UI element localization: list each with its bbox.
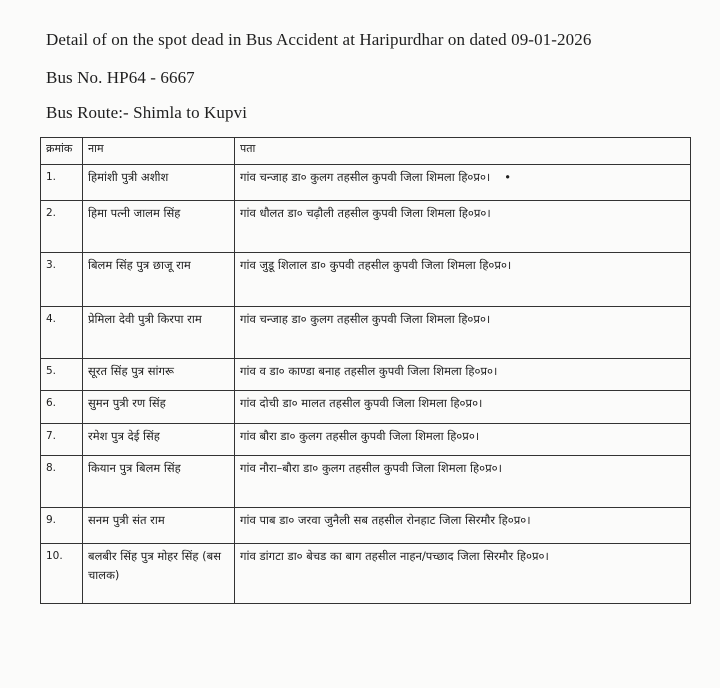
serial-cell: 10. — [41, 544, 83, 604]
name-cell: सनम पुत्री संत राम — [83, 508, 235, 544]
document-title: Detail of on the spot dead in Bus Accident at Haripurdhar on dated 09-01-2026 — [46, 30, 592, 49]
table-row — [41, 424, 691, 456]
address-cell: गांव दोची डा० मालत तहसील कुपवी जिला शिमला हि०प्र०। — [235, 391, 691, 424]
bus-route: Bus Route:- Shimla to Kupvi — [46, 103, 248, 122]
name-cell: हिमांशी पुत्री अशीश — [83, 165, 235, 201]
table-header-row — [41, 138, 691, 165]
serial-cell: 2. — [41, 201, 83, 253]
address-cell: गांव डांगटा डा० बेचड का बाग तहसील नाहन/पच्छाद जिला सिरमौर हि०प्र०। — [235, 544, 691, 604]
address-cell: गांव धौलत डा० चढ़ौली तहसील कुपवी जिला शिमला हि०प्र०। — [235, 201, 691, 253]
table-row — [41, 307, 691, 359]
address-cell: गांव नौरा–बौरा डा० कुलग तहसील कुपवी जिला शिमला हि०प्र०। — [235, 456, 691, 508]
name-cell: हिमा पत्नी जालम सिंह — [83, 201, 235, 253]
serial-cell: 5. — [41, 359, 83, 391]
deceased-table — [40, 137, 691, 604]
header-serial: क्रमांक — [41, 138, 83, 165]
bus-number: Bus No. HP64 - 6667 — [46, 68, 195, 87]
serial-cell: 7. — [41, 424, 83, 456]
table-row — [41, 508, 691, 544]
serial-cell: 9. — [41, 508, 83, 544]
name-cell: सूरत सिंह पुत्र सांगरू — [83, 359, 235, 391]
name-cell: बिलम सिंह पुत्र छाजू राम — [83, 253, 235, 307]
address-cell: गांव व डा० काण्डा बनाह तहसील कुपवी जिला शिमला हि०प्र०। — [235, 359, 691, 391]
name-cell: बलबीर सिंह पुत्र मोहर सिंह (बस चालक) — [83, 544, 235, 604]
name-cell: रमेश पुत्र देई सिंह — [83, 424, 235, 456]
name-cell: प्रेमिला देवी पुत्री किरपा राम — [83, 307, 235, 359]
name-cell: सुमन पुत्री रण सिंह — [83, 391, 235, 424]
address-cell — [235, 165, 691, 201]
table-row — [41, 359, 691, 391]
table-row — [41, 544, 691, 604]
table-row — [41, 391, 691, 424]
address-cell: गांव बौरा डा० कुलग तहसील कुपवी जिला शिमला हि०प्र०। — [235, 424, 691, 456]
address-text: गांव चन्जाह डा० कुलग तहसील कुपवी जिला शिमला हि०प्र०। — [240, 170, 491, 184]
ink-dot: • — [504, 170, 512, 184]
name-cell: कियान पुत्र बिलम सिंह — [83, 456, 235, 508]
address-cell: गांव पाब डा० जरवा जुनैली सब तहसील रोनहाट जिला सिरमौर हि०प्र०। — [235, 508, 691, 544]
serial-cell: 8. — [41, 456, 83, 508]
header-address: पता — [235, 138, 691, 165]
address-cell: गांव जुडू शिलाल डा० कुपवी तहसील कुपवी जिला शिमला हि०प्र०। — [235, 253, 691, 307]
serial-cell: 1. — [41, 165, 83, 201]
table-row — [41, 253, 691, 307]
table-row — [41, 456, 691, 508]
header-name: नाम — [83, 138, 235, 165]
table-row — [41, 201, 691, 253]
serial-cell: 6. — [41, 391, 83, 424]
address-cell: गांव चन्जाह डा० कुलग तहसील कुपवी जिला शिमला हि०प्र०। — [235, 307, 691, 359]
serial-cell: 3. — [41, 253, 83, 307]
serial-cell: 4. — [41, 307, 83, 359]
table-row — [41, 165, 691, 201]
